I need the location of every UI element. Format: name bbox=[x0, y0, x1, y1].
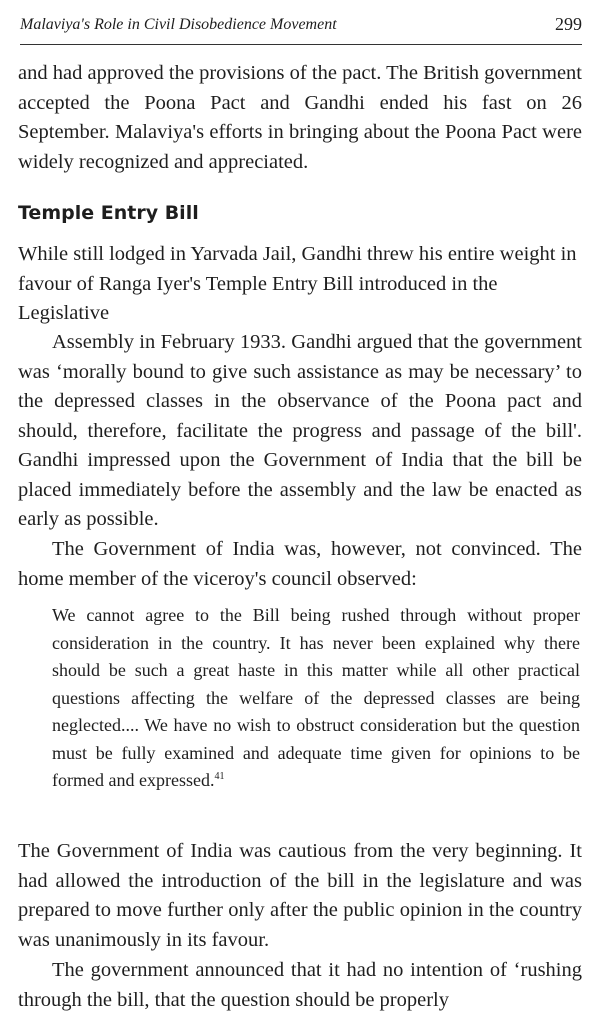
page-number: 299 bbox=[555, 14, 582, 34]
body-paragraph-3: The Government of India was, however, not convinced. The home member of the viceroy's council observed: bbox=[18, 538, 582, 590]
body-paragraph-5: The government announced that it had no intention of ‘rushing through the bill, that the question should be properly bbox=[18, 959, 582, 1011]
opening-paragraph: and had approved the provisions of the pact. The British government accepted the Poona Pact and Gandhi ended his fast on 26 September. Malaviya's efforts in bringing about the Poona Pact were widely recognized and appreciated. bbox=[18, 62, 582, 173]
running-head: Malaviya's Role in Civil Disobedience Movement bbox=[20, 16, 337, 33]
block-quote-text: We cannot agree to the Bill being rushed through without proper consideration in the country. It has never been explained why there should be such a great haste in this matter while all other practical questions affecting the welfare of the depressed classes are being neglected.... We have no wish to obstruct consideration but the question must be fully examined and adequate time given for opinions to be formed and expressed. bbox=[52, 605, 580, 790]
footnote-reference: 41 bbox=[214, 771, 225, 782]
page-header bbox=[20, 14, 582, 45]
body-paragraph-4: The Government of India was cautious from the very beginning. It had allowed the introduction of the bill in the legislature and was prepared to move further only after the public opinion in the country was unanimously in its favour. bbox=[18, 840, 582, 951]
section-heading: Temple Entry Bill bbox=[18, 202, 199, 224]
block-quote bbox=[52, 602, 580, 795]
body-paragraph-2: Assembly in February 1933. Gandhi argued that the government was ‘morally bound to give such assistance as may be necessary’ to the depressed classes in the observance of the Poona pact and should, therefore, facilitate the progress and passage of the bill'. Gandhi impressed upon the Government of India that the bill be placed immediately before the assembly and the law be enacted as early as possible. bbox=[18, 331, 582, 530]
body-paragraph-1: While still lodged in Yarvada Jail, Gandhi threw his entire weight in favour of Ranga Iyer's Temple Entry Bill introduced in the Legislative bbox=[18, 243, 577, 324]
